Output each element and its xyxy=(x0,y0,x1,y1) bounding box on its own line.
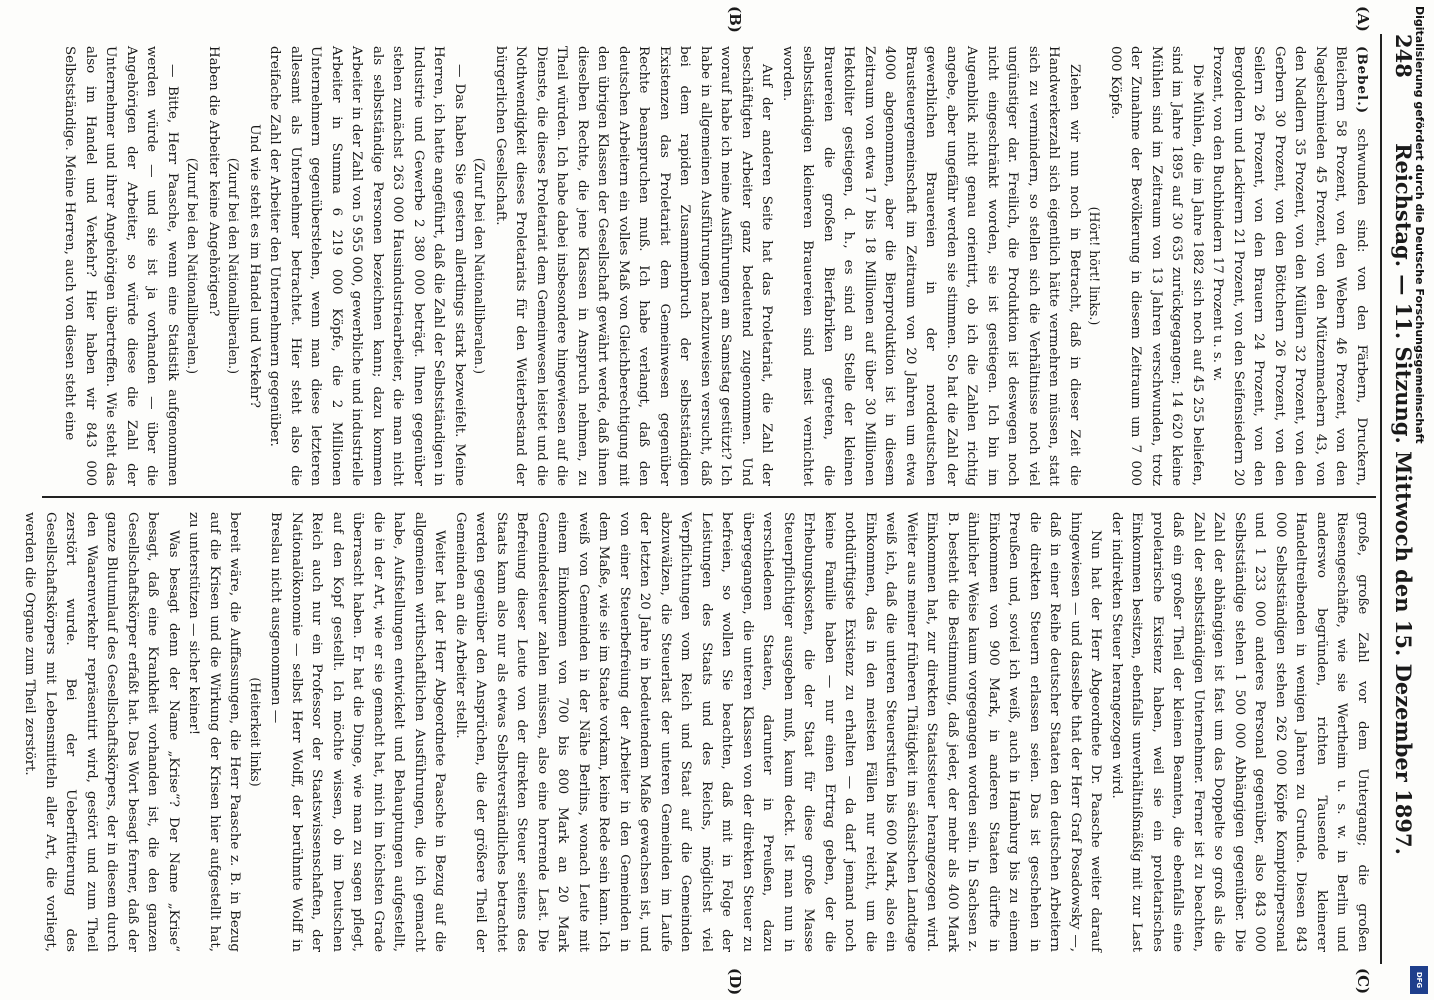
paragraph: große, große Zahl vor dem Untergang; die großen Riesengeschäfte, wie sie Wertheim u. s. w. in Berlin und anderswo begründen, richten Tausende kleinerer Handeltreibenden in wenigen Jahren zu Grunde. Diesen 843 000 Selbstständigen stehen 262 000 Köpfe Komptoirpersonal und 1 233 000 anderes Personal gegenüber, also 843 000 Selbstständige stehen 1 500 000 Abhängigen gegenüber. Die Zahl der abhängigen ist fast um das Doppelte so groß als die Zahl der selbstständigen Unternehmer. Ferner ist zu beachten, daß ein großer Theil der kleinen Beamten, die ebenfalls eine proletarische Existenz haben, weil sie ein proletarisches Einkommen besitzen, ebenfalls unverhältnißmäßig mit zur Last der indirekten Steuer herangezogen wird. xyxy=(1109,512,1370,952)
paragraph: Weiter hat der Herr Abgeordnete Paasche in Bezug auf die allgemeinen wirthschaftlichen Ausführungen, die ich gemacht habe, Aufstellungen entwickelt und Behauptungen aufgestellt, die in der Art, wie er sie gemacht hat, mich im höchsten Grade überrascht haben. Er hat die Dinge, wie man zu sagen pflegt, auf den Kopf gestellt. Ich möchte wissen, ob im Deutschen Reich auch nur ein Professor der Staatswissenschaften, der Nationalökonomie — selbst Herr Wolff, der berühmte Wolff in Breslau nicht ausgenommen — xyxy=(268,512,448,952)
margin-mark-a: (A) xyxy=(1354,6,1372,32)
paragraph: — Das haben Sie gestern allerdings stark bezweifelt. Meine Herren, ich hatte angeführt, daß die Zahl der Selbstständigen in Industrie und Gewerbe 2 380 000 beträgt. Ihnen gegenüber stehen zunächst 263 000 Hausindustriearbeiter, die man nicht als selbstständige Personen bezeichnen kann; dazu kommen Arbeiter in der Zahl von 5 955 000, gewerbliche und industrielle Arbeiter in Summa 6 219 000 Köpfe, die 2 Millionen Unternehmern gegenüberstehen, wenn man diese letzteren allesamt als Unternehmer betrachtet. Hier steht also die dreifache Zahl der Arbeiter den Unternehmern gegenüber. xyxy=(267,46,467,487)
digitization-note xyxy=(1404,6,1430,994)
dfg-logo xyxy=(1410,966,1428,994)
speaker-label: (Bebel.) xyxy=(1354,46,1370,115)
left-column xyxy=(42,46,1372,486)
margin-mark-b: (B) xyxy=(726,6,744,33)
interjection: (Zuruf bei den Nationalliberalen.) xyxy=(185,157,201,375)
paragraph: Ziehen wir nun noch in Betracht, daß in dieser Zeit die Handwerkerzahl sich eigentlich hätte vermehren müssen, statt sich zu vermindern, so stellen sich die Verhältnisse noch viel ungünstiger dar. Freilich, die Produktion ist deswegen noch nicht eingeschränkt worden, sie ist gestiegen. Ich bin im Augenblick nicht genau orientirt, ob ich die Zahlen richtig angebe, aber ungefähr werden sie stimmen. So hat die Zahl der gewerblichen Brauereien in der norddeutschen Brausteuergemeinschaft im Zeitraum von 20 Jahren um etwa 4000 abgenommen, aber die Bierproduktion ist in diesem Zeitraum von etwa 17 bis 18 Millionen auf über 30 Millionen Hektoliter gestiegen, d. h., es sind an Stelle der kleinen Brauereien die großen Bierfabriken getreten, die selbstständigen kleineren Brauereien sind meist vernichtet worden. xyxy=(780,46,1082,486)
paragraph: — Bitte, Herr Paasche, wenn eine Statistik aufgenommen werden würde — und sie ist ja vorhanden — über die Angehörigen der Arbeiter, so würde diese die Zahl der Unternehmer und ihrer Angehörigen übertreffen. Wie steht das also im Handel und Verkehr? Hier haben wir 843 000 Selbstständige. Meine Herren, auch von diesen steht eine xyxy=(62,46,180,486)
paragraph: Was besagt denn der Name „Krise“? Der Name „Krise“ besagt, daß eine Krankheit vorhanden ist, die den ganzen Gesellschaftskörper erfaßt hat. Das Wort besagt ferner, daß der ganze Blutumlauf des Gesellschaftskörpers, der in diesem durch den Waarenverkehr repräsentirt wird, gestört und zum Theil zerstört wurde. Bei der Ueberfütterung des Gesellschaftskörpers mit Lebensmitteln aller Art, die vorliegt, werden die Organe zum Theil zerstört. xyxy=(22,512,181,952)
page-title: Reichstag. — 11. Sitzung. Mittwoch den 15. Dezember 1897. xyxy=(1391,143,1416,855)
interjection: (Zuruf bei den Nationalliberalen.) xyxy=(226,157,242,375)
margin-mark-d: (D) xyxy=(726,968,744,996)
paragraph: bereit wäre, die Auffassungen, die Herr Paasche z. B. in Bezug auf die Krisen und die Wirkung der Krisen hier aufgestellt hat, zu unterstützen — sicher keiner! xyxy=(186,512,243,952)
dfg-logo-text: DFG xyxy=(1415,971,1423,989)
paragraph: Auf der anderen Seite hat das Proletariat, die Zahl der beschäftigten Arbeiter ganz bedeutend zugenommen. Und worauf habe ich meine Ausführungen am Samstag gestützt? Ich habe in allgemeinen Ausführungen nachzuweisen versucht, daß bei dem rapiden Zusammenbruch der selbstständigen Existenzen das Proletariat dem Gemeinwesen gegenüber Rechte beanspruchen muß. Ich habe verlangt, daß den deutschen Arbeitern ein volles Maß von Gleichberechtigung mit den übrigen Klassen der Gesellschaft gewährt werde, daß ihnen dieselben Rechte, die jene Klassen in Anspruch nehmen, zu Theil würden. Ich habe dabei insbesondere hingewiesen auf die Dienste, die dieses Proletariat dem Gemeinwesen leistet und die Nothwendigkeit dieses Proletariats für den Weiterbestand der bürgerlichen Gesellschaft. xyxy=(493,46,775,486)
paragraph: Die Mühlen, die im Jahre 1882 sich noch auf 45 255 beliefen, sind im Jahre 1895 auf 30 635 zurückgegangen; 14 620 kleine Mühlen sind im Zeitraum von 13 Jahren verschwunden, trotz der Zunahme der Bevölkerung in diesem Zeitraum um 7 000 000 Köpfe. xyxy=(1108,46,1205,486)
paragraph: schwunden sind: von den Färbern, Druckern, Bleichern 58 Prozent, von den Webern 46 Prozent, von den Nagelschmieden 45 Prozent, von den Mützenmachern 43, von den Nadlern 35 Prozent, von den Müllern 32 Prozent, von den Gerbern 30 Prozent, von den Böttchern 26 Prozent, von den Seilern 26 Prozent, von den Brauern 24 Prozent, von den Bergoldern und Lackirern 21 Prozent, von den Seifensiedern 20 Prozent, von den Buchbindern 17 Prozent u. s. w. xyxy=(1210,46,1369,486)
paragraph: Haben die Arbeiter keine Angehörigen? xyxy=(206,46,221,317)
page-number: 248 xyxy=(1391,34,1416,78)
column-divider xyxy=(42,496,1376,498)
digitization-note-text: Digitalisierung gefördert durch die Deutsche Forschungsgemeinschaft xyxy=(1413,6,1426,444)
header-rule xyxy=(1380,34,1382,964)
interjection: (Heiterkeit links) xyxy=(248,677,263,787)
paragraph: Nun hat der Herr Abgeordnete Dr. Paasche weiter darauf hingewiesen — und dasselbe that der Herr Graf Posadowsky —, daß in einer Reihe deutscher Staaten den deutschen Arbeitern die direkten Steuern erlassen seien. Das ist geschehen in Preußen und, soviel ich weiß, auch in Hamburg bis zu einem Einkommen von 900 Mark, in anderen Staaten dürfte in ähnlicher Weise kaum vorgegangen worden sein. In Sachsen z. B. besteht die Bestimmung, daß jeder, der mehr als 400 Mark Einkommen hat, zur direkten Staatssteuer herangezogen wird. Weiter aus meiner früheren Thätigkeit im sächsischen Landtage weiß ich, daß die unteren Steuerstufen bis 600 Mark, also ein Einkommen, das in den meisten Fällen nur reicht, um die nothdürftigste Existenz zu erhalten — da darf jemand noch keine Familie haben — nur einen Ertrag geben, der die Erhebungskosten, die der Staat für diese große Masse Steuerpflichtiger ausgeben muß, kaum deckt. Ist man nun in verschiedenen Staaten, darunter in Preußen, dazu übergegangen, die unteren Klassen von der direkten Steuer zu befreien, so wollen Sie beachten, daß mit in Folge der Leistungen des Staats und des Reichs, möglichst viel Verpflichtungen vom Reich und Staat auf die Gemeinden abzuwälzen, die Steuerlast der unteren Gemeinden im Laufe der letzten 20 Jahre in bedeutendem Maße gewachsen ist, und von einer Steuerbefreiung der Arbeiter in den Gemeinden in dem Maße, wie sie im Staate vorkam, keine Rede sein kann. Ich weiß von Gemeinden in der Nähe Berlins, wonach Leute mit einem Einkommen von 700 bis 800 Mark an 20 Mark Gemeindesteuer zahlen müssen, also eine horrende Last. Die Befreiung dieser Leute von der direkten Steuer seitens des Staats kann also nur als etwas Selbstverständliches betrachtet werden gegenüber den Ansprüchen, die der größere Theil der Gemeinden an die Arbeiter stellt. xyxy=(453,512,1104,952)
margin-mark-c: (C) xyxy=(1354,968,1372,995)
interjection: (Hört! hört! links.) xyxy=(1087,206,1103,326)
paragraph: Und wie steht es im Handel und Verkehr? xyxy=(247,124,262,408)
right-column xyxy=(22,512,1372,952)
interjection: (Zuruf bei den Nationalliberalen.) xyxy=(472,157,488,375)
